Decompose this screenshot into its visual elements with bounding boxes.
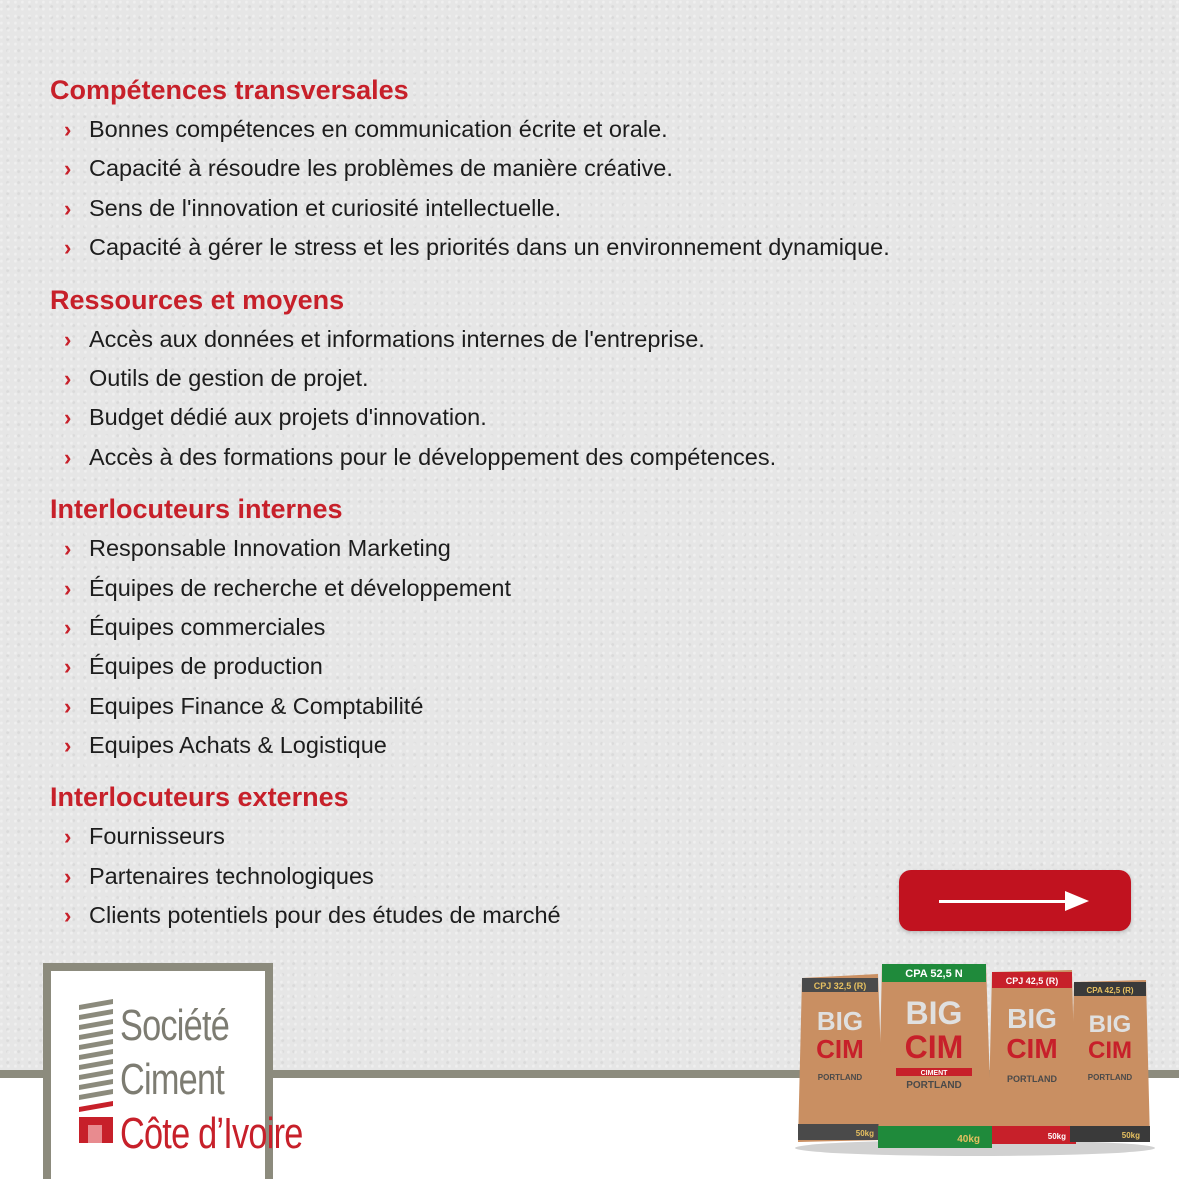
bag-weight: 50kg bbox=[1047, 1132, 1066, 1141]
list-item-text: Responsable Innovation Marketing bbox=[89, 535, 451, 562]
logo-text-line3: Côte d’Ivoire bbox=[120, 1109, 303, 1158]
list-item-text: Équipes de production bbox=[89, 653, 323, 680]
bag-brand-top: BIG bbox=[816, 1006, 864, 1036]
next-button[interactable] bbox=[899, 870, 1131, 931]
bag-brand-bottom: CIM bbox=[816, 1034, 864, 1064]
list-item bbox=[50, 687, 1050, 726]
building-logo-icon bbox=[79, 999, 117, 1149]
list-item bbox=[50, 189, 1050, 228]
list-item bbox=[50, 398, 1050, 437]
list-item-text: Accès aux données et informations internes de l'entreprise. bbox=[89, 325, 705, 352]
bullet-list bbox=[50, 320, 1050, 478]
chevron-right-icon: › bbox=[64, 575, 72, 601]
list-item bbox=[50, 608, 1050, 647]
bag-brand-bottom: CIM bbox=[1006, 1033, 1058, 1064]
bullet-list bbox=[50, 110, 1050, 268]
chevron-right-icon: › bbox=[64, 405, 72, 431]
arrow-head-icon bbox=[1065, 891, 1089, 911]
list-item-text: Budget dédié aux projets d'innovation. bbox=[89, 404, 487, 431]
list-item-text: Clients potentiels pour des études de marché bbox=[89, 902, 561, 929]
bag-weight: 40kg bbox=[957, 1134, 980, 1145]
bag-label: CPA 42,5 (R) bbox=[1086, 986, 1134, 995]
list-item bbox=[50, 359, 1050, 398]
cement-bag bbox=[1070, 980, 1150, 1142]
bag-brand-bottom: CIM bbox=[1088, 1037, 1132, 1064]
section-title: Interlocuteurs internes bbox=[50, 494, 343, 525]
chevron-right-icon: › bbox=[64, 444, 72, 470]
cement-bags-image bbox=[790, 960, 1170, 1160]
cement-bag bbox=[798, 974, 884, 1142]
bag-label: CPA 52,5 N bbox=[905, 968, 963, 980]
bag-sub-portland: PORTLAND bbox=[1087, 1073, 1133, 1082]
chevron-right-icon: › bbox=[64, 863, 72, 889]
list-item-text: Fournisseurs bbox=[89, 823, 225, 850]
list-item-text: Équipes de recherche et développement bbox=[89, 574, 511, 601]
logo-text-line2: Ciment bbox=[120, 1055, 225, 1104]
chevron-right-icon: › bbox=[64, 156, 72, 182]
chevron-right-icon: › bbox=[64, 536, 72, 562]
list-item-text: Partenaires technologiques bbox=[89, 862, 374, 889]
chevron-right-icon: › bbox=[64, 614, 72, 640]
section-title: Interlocuteurs externes bbox=[50, 782, 349, 813]
bag-weight: 50kg bbox=[855, 1129, 874, 1138]
bag-sub-portland: PORTLAND bbox=[906, 1080, 962, 1091]
chevron-right-icon: › bbox=[64, 195, 72, 221]
chevron-right-icon: › bbox=[64, 693, 72, 719]
chevron-right-icon: › bbox=[64, 733, 72, 759]
list-item bbox=[50, 438, 1050, 477]
list-item-text: Équipes commerciales bbox=[89, 613, 326, 640]
bag-sub-portland: PORTLAND bbox=[1007, 1074, 1057, 1084]
company-logo bbox=[43, 963, 303, 1179]
list-item bbox=[50, 569, 1050, 608]
chevron-right-icon: › bbox=[64, 365, 72, 391]
chevron-right-icon: › bbox=[64, 117, 72, 142]
cement-bag bbox=[988, 970, 1076, 1144]
chevron-right-icon: › bbox=[64, 903, 72, 929]
cement-bag bbox=[878, 964, 992, 1148]
list-item bbox=[50, 817, 1050, 856]
bag-brand-bottom: CIM bbox=[904, 1029, 964, 1065]
list-item-text: Equipes Achats & Logistique bbox=[89, 732, 387, 759]
logo-wordmark bbox=[120, 999, 354, 1161]
list-item bbox=[50, 529, 1050, 568]
list-item-text: Capacité à gérer le stress et les priorités dans un environnement dynamique. bbox=[89, 234, 890, 261]
section-title: Ressources et moyens bbox=[50, 284, 345, 315]
chevron-right-icon: › bbox=[64, 235, 72, 261]
list-item-text: Equipes Finance & Comptabilité bbox=[89, 692, 424, 719]
list-item bbox=[50, 647, 1050, 686]
section-title: Compétences transversales bbox=[50, 75, 409, 105]
logo-text-line1: Société bbox=[120, 1001, 230, 1050]
list-item bbox=[50, 228, 1050, 267]
list-item-text: Outils de gestion de projet. bbox=[89, 364, 369, 391]
arrow-right-icon bbox=[939, 900, 1079, 903]
bullet-list bbox=[50, 529, 1050, 765]
list-item-text: Sens de l'innovation et curiosité intellectuelle. bbox=[89, 194, 562, 221]
list-item bbox=[50, 149, 1050, 188]
list-item-text: Bonnes compétences en communication écrite et orale. bbox=[89, 116, 668, 142]
list-item bbox=[50, 320, 1050, 359]
chevron-right-icon: › bbox=[64, 326, 72, 352]
bag-sub-ciment: CIMENT bbox=[920, 1070, 948, 1077]
bag-brand-top: BIG bbox=[1007, 1003, 1057, 1034]
list-item bbox=[50, 726, 1050, 765]
content bbox=[50, 72, 1050, 950]
bag-brand-top: BIG bbox=[905, 995, 963, 1031]
bag-label: CPJ 32,5 (R) bbox=[813, 981, 867, 991]
bag-sub-portland: PORTLAND bbox=[817, 1073, 863, 1082]
chevron-right-icon: › bbox=[64, 824, 72, 850]
list-item-text: Capacité à résoudre les problèmes de manière créative. bbox=[89, 155, 673, 182]
chevron-right-icon: › bbox=[64, 654, 72, 680]
bag-label: CPJ 42,5 (R) bbox=[1005, 976, 1059, 986]
bag-weight: 50kg bbox=[1121, 1131, 1140, 1140]
list-item-text: Accès à des formations pour le développement des compétences. bbox=[89, 443, 777, 470]
list-item bbox=[50, 110, 1050, 149]
bag-brand-top: BIG bbox=[1088, 1011, 1132, 1038]
